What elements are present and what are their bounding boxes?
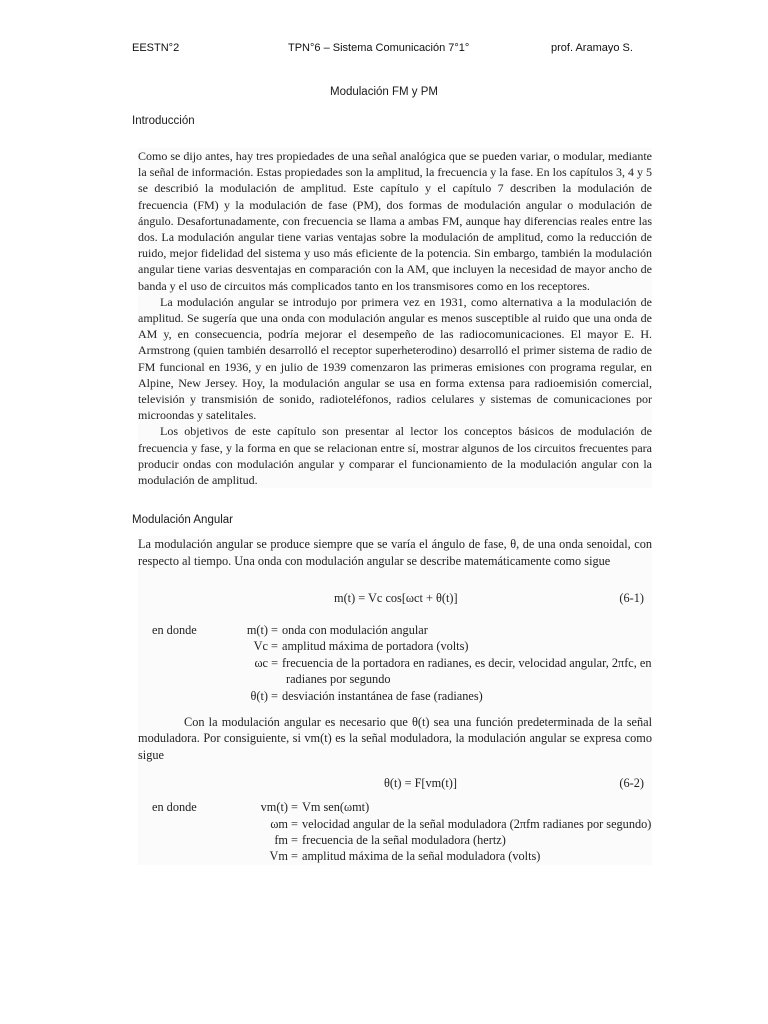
definition-symbol: ωc = [254, 655, 278, 670]
definition-text: frecuencia de la portadora en radianes, es decir, velocidad angular, 2πfc, en [282, 655, 652, 670]
definition-text: Vm sen(ωmt) [302, 800, 370, 815]
definition-row [138, 671, 652, 687]
definition-row [138, 848, 652, 864]
paragraph: Como se dijo antes, hay tres propiedades de una señal analógica que se pueden variar, o modular, mediante la señal de información. Estas propiedades son la amplitud, la frecuencia y la fase. En los capítulos 3, 4 y 5 se describió la modulación de amplitud. Este capítulo y el capítulo 7 describen la modulación de frecuencia (FM) y la modulación de fase (PM), dos formas de modulación angular o modulación de ángulo. Desafortunadamente, con frecuencia se llama a ambas FM, aunque hay diferencias reales entre las dos. La modulación angular tiene varias ventajas sobre la modulación de amplitud, como la reducción de ruido, mejor fidelidad del sistema y uso más eficiente de la potencia. Sin embargo, también la modulación angular tiene varias desventajas en comparación con la AM, que incluyen la necesidad de mayor ancho de banda y el uso de circuitos más complicados tanto en los transmisores como en los receptores. [138, 149, 652, 293]
where-label: en donde [152, 800, 197, 815]
definition-symbol: θ(t) = [250, 688, 278, 703]
definition-symbol: fm = [274, 833, 298, 848]
header-teacher: prof. Aramayo S. [551, 42, 633, 54]
definitions-list [138, 799, 652, 865]
definition-text: amplitud máxima de portadora (volts) [282, 639, 469, 654]
paragraph: La modulación angular se introdujo por primera vez en 1931, como alternativa a la modulación de amplitud. Se sugería que una onda con modulación angular es menos susceptible al ruido que una onda de AM y, en consecuencia, podría mejorar el desempeño de las radiocomunicaciones. El mayor E. H. Armstrong (quien también desarrolló el receptor superheterodino) desarrolló el primer sistema de radio de FM funcional en 1936, y en julio de 1939 comenzaron las primeras emisiones con programa regular, en Alpine, New Jersey. Hoy, la modulación angular se usa en forma extensa para radioemisión comercial, televisión y transmisión de sonido, radioteléfonos, radios celulares y sistemas de comunicaciones por microondas y satelitales. [138, 294, 652, 423]
definition-row [138, 622, 652, 638]
header-assignment: TPN°6 – Sistema Comunicación 7°1° [288, 42, 470, 54]
definition-text: radianes por segundo [286, 672, 391, 687]
equation-number: (6-1) [619, 591, 644, 605]
definition-text: frecuencia de la señal moduladora (hertz) [302, 833, 506, 848]
section-heading-introduccion: Introducción [132, 115, 195, 127]
definition-text: onda con modulación angular [282, 623, 428, 637]
paragraph: La modulación angular se produce siempre que se varía el ángulo de fase, θ, de una onda senoidal, con respecto al tiempo. Una onda con modulación angular se describe matemáticamente como sigue [138, 537, 652, 568]
where-label: en donde [152, 623, 197, 637]
definition-row [138, 799, 652, 815]
definition-row [138, 655, 652, 671]
equation-text: m(t) = Vc cos[ωct + θ(t)] [334, 591, 458, 605]
definition-symbol: Vm = [269, 849, 298, 864]
definition-symbol: Vc = [253, 639, 278, 654]
definition-text: amplitud máxima de la señal moduladora (volts) [302, 849, 541, 864]
document-title: Modulación FM y PM [329, 86, 438, 98]
definition-symbol: m(t) = [246, 623, 278, 637]
definition-text: desviación instantánea de fase (radianes) [282, 688, 483, 703]
scanned-text-introduccion [138, 148, 652, 488]
definition-row [138, 688, 652, 704]
definition-row [138, 816, 652, 832]
section-heading-modulacion-angular: Modulación Angular [132, 514, 234, 526]
definition-symbol: ωm = [270, 816, 298, 831]
definition-row [138, 832, 652, 848]
equation-text: θ(t) = F[vm(t)] [384, 776, 457, 791]
definition-text: velocidad angular de la señal moduladora (2πfm radianes por segundo) [302, 816, 652, 831]
equation-6-1 [138, 590, 652, 608]
definitions-list [138, 622, 652, 704]
paragraph: Con la modulación angular es necesario que θ(t) sea una función predeterminada de la señal moduladora. Por consiguiente, si vm(t) es la señal moduladora, la modulación angular se expresa como sigue [138, 715, 652, 762]
equation-number: (6-2) [619, 776, 644, 791]
paragraph: Los objetivos de este capítulo son presentar al lector los conceptos básicos de modulación de frecuencia y fase, y la forma en que se relacionan entre sí, mostrar algunos de los circuitos frecuentes para producir ondas con modulación angular y comparar el funcionamiento de la modulación angular con la modulación de amplitud. [138, 424, 652, 488]
header-school: EESTN°2 [132, 42, 180, 54]
scanned-text-modulacion-angular [138, 536, 652, 865]
definition-symbol: vm(t) = [260, 800, 298, 815]
equation-6-2 [138, 775, 652, 793]
definition-row [138, 638, 652, 654]
